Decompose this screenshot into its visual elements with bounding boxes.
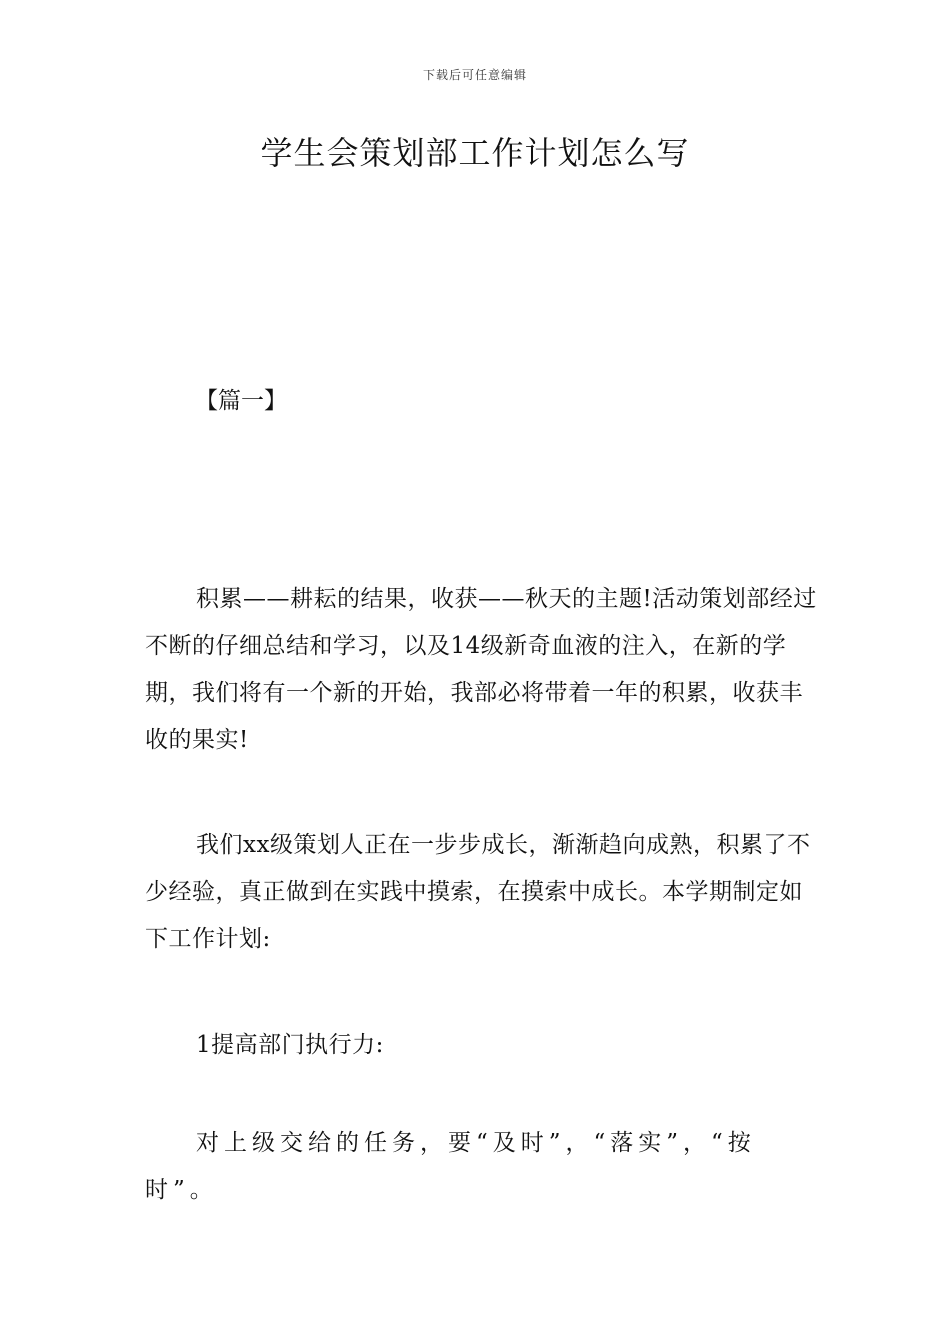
- paragraph-item-1-body: 对上级交给的任务，要“及时”，“落实”，“按时”。: [145, 1130, 756, 1203]
- document-title: 学生会策划部工作计划怎么写: [260, 134, 690, 172]
- paragraph-intro: 积累——耕耘的结果，收获——秋天的主题!活动策划部经过不断的仔细总结和学习，以及14级新奇血液的注入，在新的学期，我们将有一个新的开始，我部必将带着一年的积累，收获丰收的果实!: [145, 586, 817, 753]
- paragraph-plan-intro: 我们xx级策划人正在一步步成长，渐渐趋向成熟，积累了不少经验，真正做到在实践中摸索，在摸索中成长。本学期制定如下工作计划:: [145, 832, 811, 952]
- paragraph-item-1-heading: 1提高部门执行力:: [196, 1032, 384, 1058]
- page-header-note: 下载后可任意编辑: [422, 68, 527, 82]
- section-heading: 【篇一】: [195, 388, 287, 414]
